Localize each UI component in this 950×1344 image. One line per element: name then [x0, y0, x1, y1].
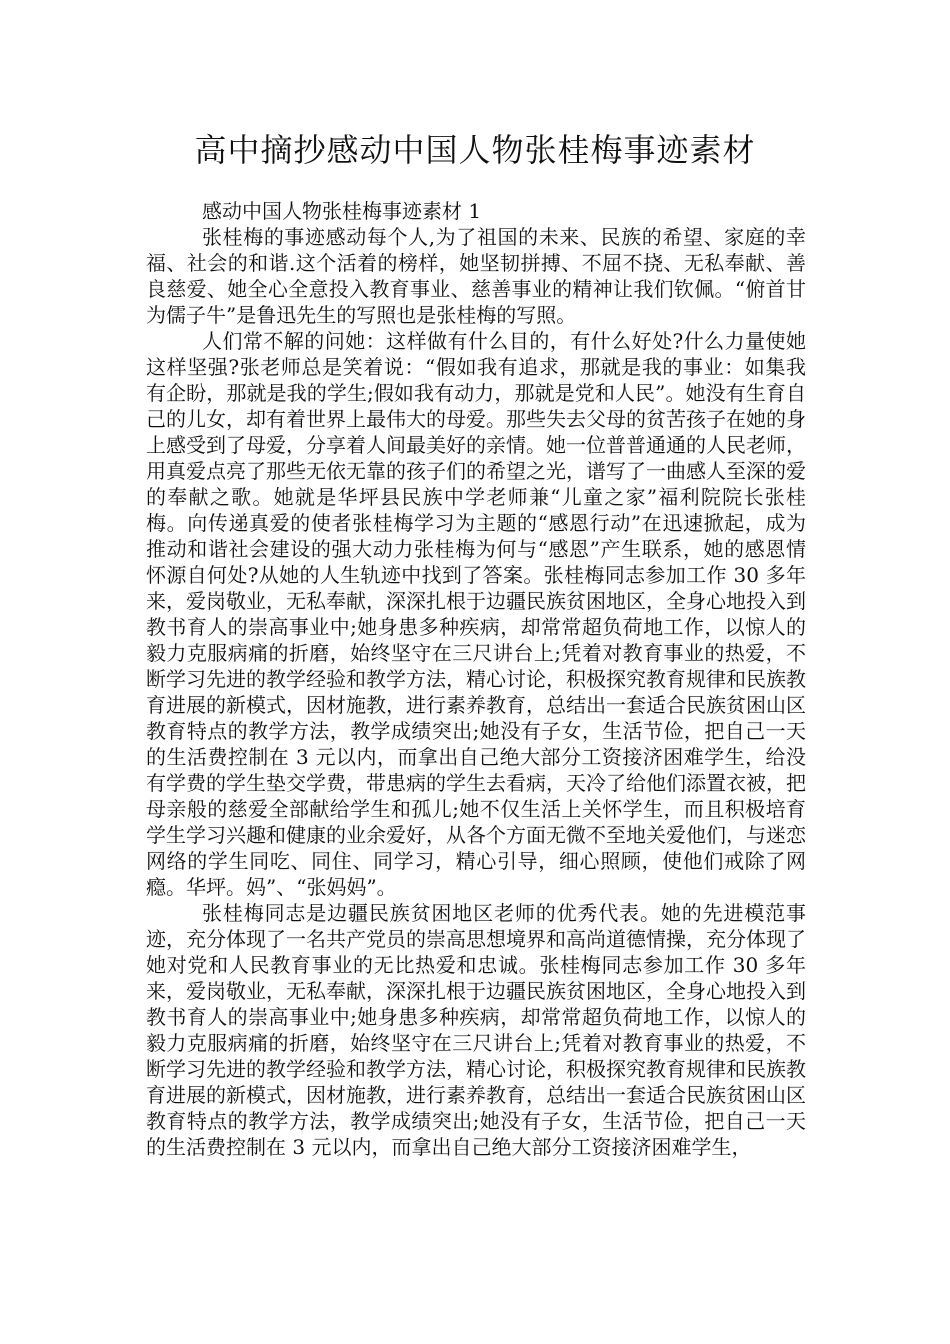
document-title: 高中摘抄感动中国人物张桂梅事迹素材	[194, 131, 756, 169]
document-subtitle: 感动中国人物张桂梅事迹素材 1	[202, 199, 482, 223]
document-body	[146, 198, 806, 1160]
paragraph-2: 人们常不解的问她：这样做有什么目的，有什么好处?什么力量使她这样坚强?张老师总是笑着说：“假如我有追求，那就是我的事业：如集我有企盼，那就是我的学生;假如我有动力，那就是党和人民”。她没有生育自己的儿女，却有着世界上最伟大的母爱。那些失去父母的贫苦孩子在她的身上感受到了母爱，分享着人间最美好的亲情。她一位普普通通的人民老师，用真爱点亮了那些无依无靠的孩子们的希望之光，谱写了一曲感人至深的爱的奉献之歌。她就是华坪县民族中学老师兼“儿童之家”福利院院长张桂梅。向传递真爱的使者张桂梅学习为主题的“感恩行动”在迅速掀起，成为推动和谐社会建设的强大动力张桂梅为何与“感恩”产生联系，她的感恩情怀源自何处?从她的人生轨迹中找到了答案。张桂梅同志参加工作 30 多年来，爱岗敬业，无私奉献，深深扎根于边疆民族贫困地区，全身心地投入到教书育人的崇高事业中;她身患多种疾病，却常常超负荷地工作，以惊人的毅力克服病痛的折磨，始终坚守在三尺讲台上;凭着对教育事业的热爱，不断学习先进的教学经验和教学方法，精心讨论，积极探究教育规律和民族教育进展的新模式，因材施教，进行素养教育，总结出一套适合民族贫困山区教育特点的教学方法，教学成绩突出;她没有子女，生活节俭，把自己一天的生活费控制在 3 元以内，而拿出自己绝大部分工资接济困难学生，给没有学费的学生垫交学费，带患病的学生去看病，天冷了给他们添置衣被，把母亲般的慈爱全部献给学生和孤儿;她不仅生活上关怀学生，而且积极培育学生学习兴趣和健康的业余爱好，从各个方面无微不至地关爱他们，与迷恋网络的学生同吃、同住、同学习，精心引导，细心照顾，使他们戒除了网瘾。华坪。妈”、“张妈妈”。	[146, 329, 806, 899]
paragraph-1: 张桂梅的事迹感动每个人,为了祖国的未来、民族的希望、家庭的幸福、社会的和谐.这个活着的榜样，她坚韧拼搏、不屈不挠、无私奉献、善良慈爱、她全心全意投入教育事业、慈善事业的精神让我们钦佩。“俯首甘为儒子牛”是鲁迅先生的写照也是张桂梅的写照。	[146, 225, 806, 327]
paragraph-3: 张桂梅同志是边疆民族贫困地区老师的优秀代表。她的先进模范事迹，充分体现了一名共产党员的崇高思想境界和高尚道德情操，充分体现了她对党和人民教育事业的无比热爱和忠诚。张桂梅同志参加工作 30 多年来，爱岗敬业，无私奉献，深深扎根于边疆民族贫困地区，全身心地投入到教书育人的崇高事业中;她身患多种疾病，却常常超负荷地工作，以惊人的毅力克服病痛的折磨，始终坚守在三尺讲台上;凭着对教育事业的热爱，不断学习先进的教学经验和教学方法，精心讨论，积极探究教育规律和民族教育进展的新模式，因材施教，进行素养教育，总结出一套适合民族贫困山区教育特点的教学方法，教学成绩突出;她没有子女，生活节俭，把自己一天的生活费控制在 3 元以内，而拿出自己绝大部分工资接济困难学生，	[146, 901, 806, 1159]
